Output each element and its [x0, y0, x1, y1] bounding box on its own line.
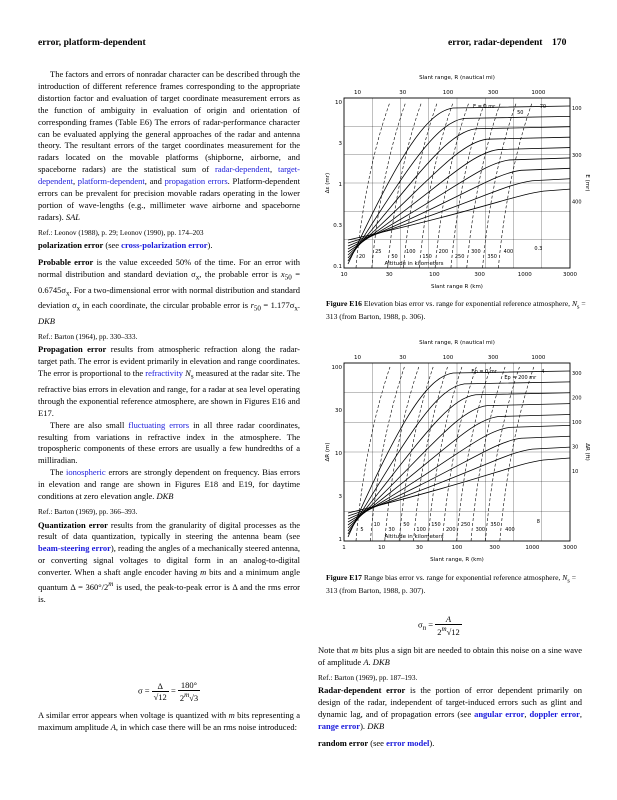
elevation-curve: [348, 179, 570, 243]
formula-rms-angle-error: σ = $\frac{\Delta}{√12}$ = $\frac{180^\circ}{2^m√3}$: [138, 680, 199, 703]
fluctuating-paragraph: There are also small fluctuating errors in all three radar coordinates, resulting from variations in refractive index in the atmosphere. The tropospheric components of these errors are usually a few hundredths of a milliradian.: [38, 419, 300, 466]
bottom-axis-label: Slant range R (km): [431, 284, 483, 290]
altitude-value-label: 200: [445, 527, 456, 533]
altitude-legend-label: Altitude in kilometers: [384, 534, 444, 540]
elevation-curve: [348, 425, 570, 522]
curve-annotation-label: 0.3: [534, 246, 543, 252]
altitude-value-label: 100: [406, 249, 416, 255]
altitude-value-label: 250: [454, 254, 465, 260]
elevation-curve: [348, 168, 570, 246]
figure-e16-caption: Figure E16 Elevation bias error vs. range for exponential reference atmosphere, $N_s = 313$ (from Barton, 1988, p. 306).: [326, 299, 586, 322]
link-beam-steering-error[interactable]: beam-steering error: [38, 543, 111, 554]
left-tick-label: 30: [335, 408, 342, 414]
altitude-value-label: 150: [431, 522, 441, 528]
right-tick-label: 200: [572, 395, 582, 402]
altitude-value-label: 250: [460, 522, 471, 528]
bottom-axis-label: Slant range, R (km): [430, 557, 484, 563]
altitude-value-label: 25: [375, 249, 382, 255]
altitude-curve: [467, 102, 501, 268]
altitude-value-label: 10: [373, 522, 380, 528]
left-tick-label: 10: [335, 451, 342, 457]
altitude-value-label: 150: [422, 254, 432, 260]
radar-dependent-entry: Radar-dependent error is the portion of error dependent primarily on design of the radar, independent of target-induced errors such as glint and dynamic lag, and of propagation errors (see angular error, doppler error, range error). DKB: [318, 685, 583, 732]
top-tick-label: 30: [399, 90, 407, 96]
figure-e16-chart: [322, 70, 592, 290]
altitude-value-label: 30: [388, 527, 395, 533]
link-doppler-error[interactable]: doppler error: [529, 709, 580, 720]
link-target-dependent[interactable]: target-dependent: [38, 164, 300, 187]
sign-bit-note: Note that m bits plus a sign bit are needed to obtain this noise on a sine wave of amplitude A. DKB: [318, 645, 582, 667]
voltage-paragraph: A similar error appears when voltage is quantized with m bits representing a maximum amplitude A, in which case there will be an rms noise introduced:: [38, 710, 300, 732]
altitude-curve: [435, 102, 469, 268]
altitude-value-label: 50: [403, 522, 410, 528]
curve-annotation-label: 4: [541, 369, 545, 375]
altitude-curve: [498, 102, 532, 268]
right-tick-label: 100: [572, 106, 582, 112]
altitude-value-label: 350: [487, 254, 497, 260]
ionospheric-reference: Ref.: Barton (1969), pp. 366–393.: [38, 506, 138, 516]
formula-quantization-noise: $\sigma_n$ = $\frac{A}{2^m√12}$: [418, 614, 460, 637]
link-cross-polarization-error[interactable]: cross-polarization error: [121, 240, 208, 251]
right-tick-label: 300: [572, 371, 582, 377]
left-axis-label: ΔR (m): [325, 442, 331, 462]
altitude-value-label: 100: [416, 527, 426, 533]
altitude-value-label: 300: [475, 527, 486, 533]
link-angular-error[interactable]: angular error: [474, 709, 525, 720]
running-header-left: error, platform-dependent: [38, 37, 146, 48]
bottom-tick-label: 300: [474, 272, 485, 278]
intro-paragraph: The factors and errors of nonradar character can be described through the introduction of different reference frames corresponding to the appropriate distortion factor and evaluation of target coordinate measurement errors as the function of ambiguity in evaluation of origin and orientation of corresponding frames (Table E6) The errors of radar-performance character can be evaluated applying the general approaches of the radar and antenna theory. The resultant errors of the target coordinates measurement for the radars located on the movable platforms (shipborne, airborne, and spaceborne radars) are the statistical sum of radar-dependent, target-dependent, platform-dependent, and propagation errors. Platform-dependent errors can be prevalent for precision movable radars operating in the lower portion of wave-lengths (e.g., millimeter wave airborne and spaceborne radars). SAL: [38, 69, 300, 222]
bottom-tick-label: 3000: [563, 272, 577, 278]
bottom-tick-label: 3000: [563, 545, 577, 551]
altitude-curve: [500, 367, 534, 541]
left-tick-label: 3: [338, 141, 342, 147]
sign-bit-reference: Ref.: Barton (1969), pp. 187–193.: [318, 672, 418, 682]
top-tick-label: 300: [487, 90, 499, 96]
top-axis-label: Slant range, R (nautical mi): [419, 340, 495, 346]
altitude-curve: [403, 102, 437, 268]
left-tick-label: 10: [335, 100, 342, 106]
left-tick-label: 0.1: [333, 264, 342, 270]
elevation-curve: [348, 158, 570, 249]
left-tick-label: 0.3: [333, 223, 342, 229]
altitude-curve: [388, 102, 422, 268]
right-column-text: [318, 645, 582, 750]
link-ionospheric[interactable]: ionospheric: [66, 467, 106, 478]
right-tick-label: 300: [572, 152, 582, 159]
left-tick-label: 1: [338, 182, 342, 188]
probable-error-reference: Ref.: Barton (1964), pp. 330–333.: [38, 331, 138, 341]
right-tick-label: 30: [572, 444, 579, 451]
link-radar-dependent[interactable]: radar-dependent: [214, 164, 270, 175]
link-refractivity[interactable]: refractivity: [145, 368, 184, 379]
elevation-curve: [348, 148, 570, 252]
left-tick-label: 100: [331, 365, 342, 371]
top-tick-label: 100: [442, 355, 454, 361]
left-column: [38, 69, 300, 606]
left-axis-label: Δε (mr): [325, 172, 331, 194]
altitude-curve: [372, 102, 406, 268]
quantization-error-entry: Quantization error results from the granularity of digital processes as the result of data quantization, typically in steering the antenna beam (see beam-steering error), reading the angles of a mechanically steered antenna, or converting signal voltages to digital form in an analog-to-digital converter. When a shaft angle encoder having m bits and a minimum angle quantum $\Delta = 360^\circ/2^m$ is used, the peak-to-peak error is Δ and the rms error is.: [38, 519, 301, 604]
bottom-tick-label: 1000: [517, 272, 532, 278]
elevation-curve: [348, 393, 570, 531]
left-tick-label: 1: [338, 537, 342, 543]
bottom-tick-label: 1000: [525, 545, 540, 551]
voltage-paragraph-block: [38, 710, 300, 734]
altitude-value-label: 200: [438, 249, 449, 255]
bottom-tick-label: 10: [378, 545, 386, 551]
top-tick-label: 30: [399, 355, 407, 361]
top-tick-label: 10: [354, 355, 362, 361]
top-axis-label: Slant range, R (nautical mi): [419, 75, 495, 81]
link-error-model[interactable]: error model: [386, 738, 430, 749]
bottom-tick-label: 30: [385, 272, 393, 278]
left-tick-label: 3: [338, 494, 342, 500]
right-axis-label: ΔR (ft): [584, 443, 590, 461]
altitude-curve: [483, 102, 517, 268]
altitude-value-label: 400: [503, 249, 514, 255]
altitude-value-label: 50: [391, 254, 398, 260]
bottom-tick-label: 30: [415, 545, 423, 551]
right-axis-label: E (mr): [584, 174, 590, 192]
link-range-error[interactable]: range error: [318, 721, 361, 732]
curve-annotation-label: Ep = 0 mr: [471, 369, 497, 375]
curve-annotation-label: 70: [539, 104, 547, 110]
top-tick-label: 10: [354, 90, 362, 96]
bottom-tick-label: 100: [451, 545, 463, 551]
intro-reference: Ref.: Leonov (1988), p. 29; Leonov (1990), pp. 174–203: [38, 227, 204, 237]
link-fluctuating-errors[interactable]: fluctuating errors: [128, 419, 190, 430]
altitude-value-label: 5: [360, 527, 364, 533]
polarization-entry: polarization error (see cross-polarization error).: [38, 240, 213, 251]
right-tick-label: 10: [572, 468, 579, 475]
altitude-value-label: 300: [471, 249, 481, 255]
bottom-tick-label: 10: [340, 272, 348, 278]
curve-annotation-label: 50: [517, 110, 524, 116]
altitude-legend-label: Altitude in kilometers: [384, 261, 444, 267]
altitude-value-label: 20: [358, 254, 366, 260]
probable-error-entry: Probable error is the value exceeded 50% of the time. For an error with normal distribution and standard deviation $\sigma_x$, the probable error is $x_{50} = 0.6745\sigma_x$. For a two-dimensional error with normal distribution and standard deviation $\sigma_x$ in each coordinate, the circular probable error is $r_{50} = 1.177\sigma_x$. DKB: [38, 257, 300, 326]
bottom-tick-label: 100: [429, 272, 440, 278]
curve-annotation-label: Ep = 200 mr: [504, 375, 537, 381]
top-tick-label: 100: [442, 90, 454, 96]
propagation-error-entry: Propagation error results from atmospheric refraction along the radar-target path. The error is evident primarily in elevation and range coordinates. The error is proportional to the refractivity $N_s$ measured at the radar site. The refractive bias errors in elevation and range, for a radar at sea level operating through the exponential reference atmosphere, are shown in Figures E16 and E17.: [38, 344, 300, 418]
bottom-tick-label: 300: [489, 545, 500, 551]
altitude-value-label: 400: [505, 527, 515, 533]
ionospheric-paragraph: The ionospheric errors are strongly dependent on frequency. Bias errors in elevation and range are shown in Figures E18 and E19, for daytime conditions at zero elevation angle. DKB: [38, 467, 300, 502]
link-platform-dependent[interactable]: platform-dependent: [77, 176, 145, 187]
page-number: 170: [552, 37, 567, 48]
top-tick-label: 1000: [531, 90, 546, 96]
curve-annotation-label: E = 0 mr: [473, 104, 496, 110]
figure-e17-caption: Figure E17 Range bias error vs. range for exponential reference atmosphere, $N_s = 313$ (from Barton, 1988, p. 307).: [326, 573, 576, 596]
random-error-entry: random error (see error model).: [318, 738, 435, 749]
bottom-tick-label: 1: [342, 545, 346, 551]
altitude-value-label: 350: [490, 522, 500, 528]
running-header-right: error, radar-dependent: [448, 37, 543, 48]
top-tick-label: 300: [487, 355, 499, 361]
link-propagation-errors[interactable]: propagation errors: [164, 176, 228, 187]
top-tick-label: 1000: [531, 355, 546, 361]
curve-annotation-label: 8: [536, 519, 540, 525]
right-tick-label: 100: [572, 419, 582, 426]
figure-e17-chart: [322, 335, 592, 563]
right-tick-label: 400: [572, 199, 582, 206]
